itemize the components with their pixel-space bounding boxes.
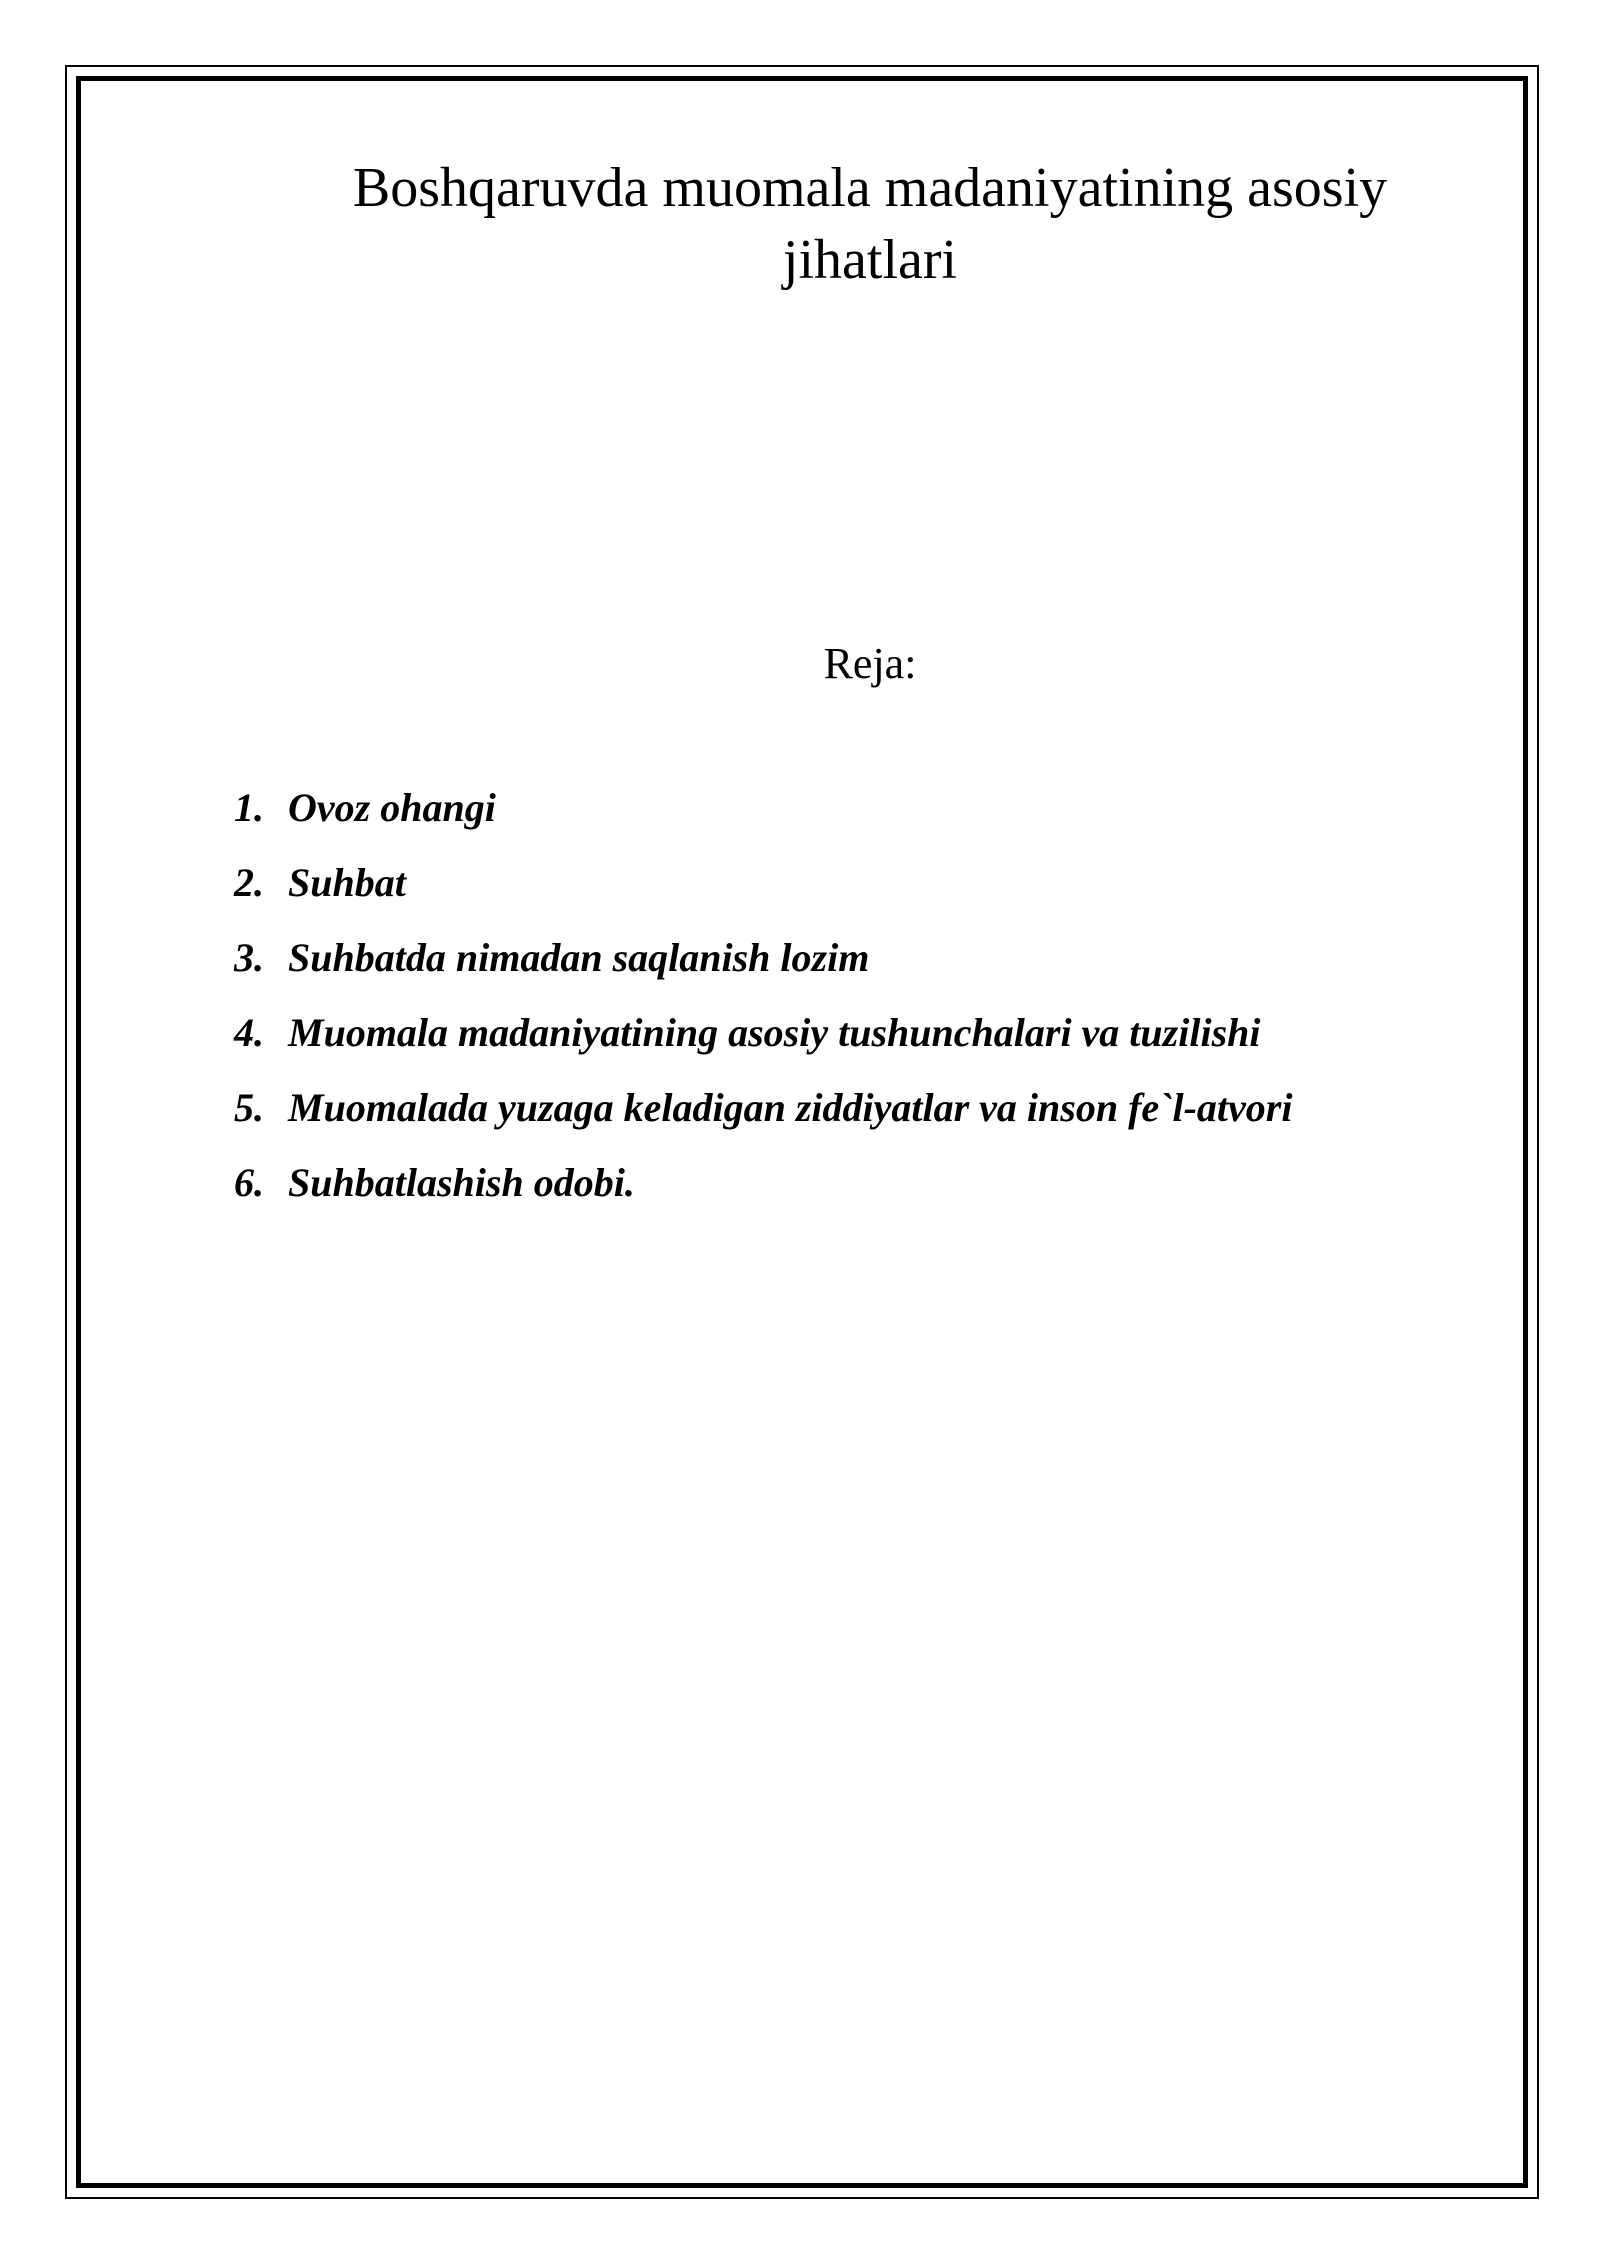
plan-item (234, 780, 1434, 855)
plan-item-number: 5. (234, 1085, 264, 1130)
plan-item-number: 4. (234, 1010, 264, 1055)
plan-item (234, 930, 1434, 1005)
plan-item-text: Muomalada yuzaga keladigan ziddiyatlar va inson fe`l-atvori (288, 1085, 1293, 1130)
plan-item-text: Muomala madaniyatining asosiy tushunchalari va tuzilishi (288, 1010, 1261, 1055)
plan-item-number: 2. (234, 860, 264, 905)
plan-item-text: Suhbatlashish odobi. (288, 1160, 635, 1205)
plan-item-number: 6. (234, 1160, 264, 1205)
plan-item (234, 855, 1434, 930)
plan-item-text: Suhbatda nimadan saqlanish lozim (288, 935, 870, 980)
plan-list (234, 780, 1434, 1230)
plan-item (234, 1080, 1434, 1155)
plan-item (234, 1155, 1434, 1230)
plan-item-number: 1. (234, 785, 264, 830)
plan-heading: Reja: (823, 639, 917, 688)
plan-item-text: Suhbat (288, 860, 406, 905)
document-title: Boshqaruvda muomala madaniyatining asosiy jihatlari (352, 157, 1388, 291)
plan-item-number: 3. (234, 935, 264, 980)
plan-item-text: Ovoz ohangi (288, 785, 496, 830)
plan-item (234, 1005, 1434, 1080)
